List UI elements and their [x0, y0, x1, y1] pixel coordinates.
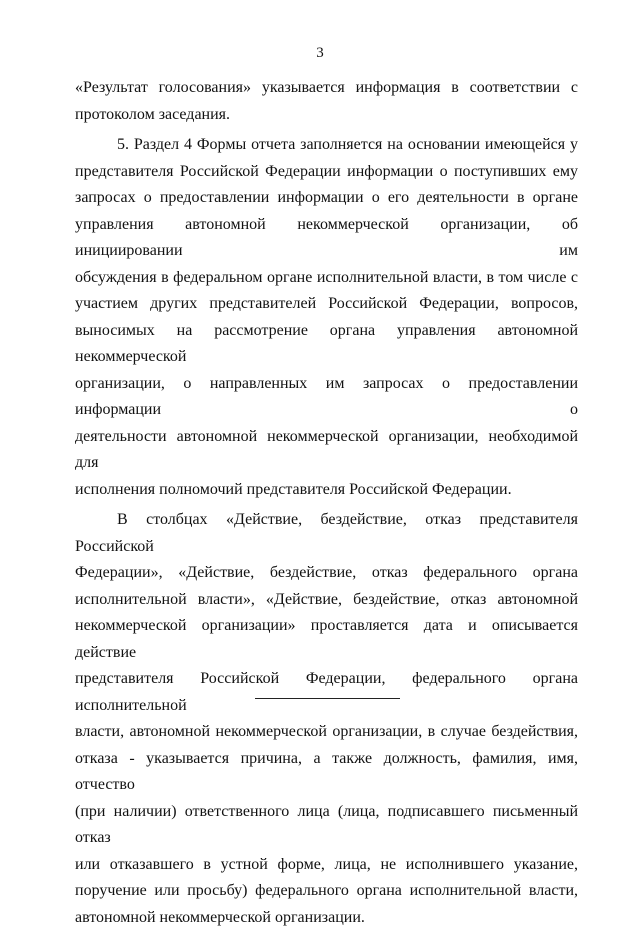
text-line: отказа - указывается причина, а также должность, фамилия, имя, отчество	[75, 746, 578, 799]
text-line: исполнения полномочий представителя Российской Федерации.	[75, 477, 578, 504]
text-line: представителя Российской Федерации информации о поступивших ему	[75, 159, 578, 186]
text-line: некоммерческой организации» проставляется дата и описывается действие	[75, 613, 578, 666]
text-line: запросах о предоставлении информации о его деятельности в органе	[75, 185, 578, 212]
text-line: (при наличии) ответственного лица (лица, подписавшего письменный отказ	[75, 799, 578, 852]
text-line: организации, о направленных им запросах о предоставлении информации о	[75, 371, 578, 424]
text-line: протоколом заседания.	[75, 102, 578, 129]
text-line: обсуждения в федеральном органе исполнительной власти, в том числе с	[75, 265, 578, 292]
document-body	[75, 75, 578, 931]
text-line: исполнительной власти», «Действие, бездействие, отказ автономной	[75, 587, 578, 614]
text-line: представителя Российской Федерации, федерального органа исполнительной	[75, 666, 578, 719]
text-line: управления автономной некоммерческой организации, об инициировании им	[75, 212, 578, 265]
paragraph-section-4	[75, 132, 578, 503]
text-line: «Результат голосования» указывается информация в соответствии с	[75, 75, 578, 102]
page-number: 3	[0, 44, 640, 62]
text-line: Федерации», «Действие, бездействие, отказ федерального органа	[75, 560, 578, 587]
end-divider-line	[255, 698, 400, 699]
text-line: или отказавшего в устной форме, лица, не исполнившего указание,	[75, 852, 578, 879]
text-line: автономной некоммерческой организации.	[75, 905, 578, 931]
text-line: выносимых на рассмотрение органа управления автономной некоммерческой	[75, 318, 578, 371]
text-line: 5. Раздел 4 Формы отчета заполняется на основании имеющейся у	[75, 132, 578, 159]
text-line: участием других представителей Российской Федерации, вопросов,	[75, 291, 578, 318]
paragraph-columns-description	[75, 507, 578, 931]
text-line: деятельности автономной некоммерческой организации, необходимой для	[75, 424, 578, 477]
text-line: власти, автономной некоммерческой организации, в случае бездействия,	[75, 719, 578, 746]
text-line: поручение или просьбу) федерального органа исполнительной власти,	[75, 878, 578, 905]
paragraph-voting-result	[75, 75, 578, 128]
text-line: В столбцах «Действие, бездействие, отказ представителя Российской	[75, 507, 578, 560]
